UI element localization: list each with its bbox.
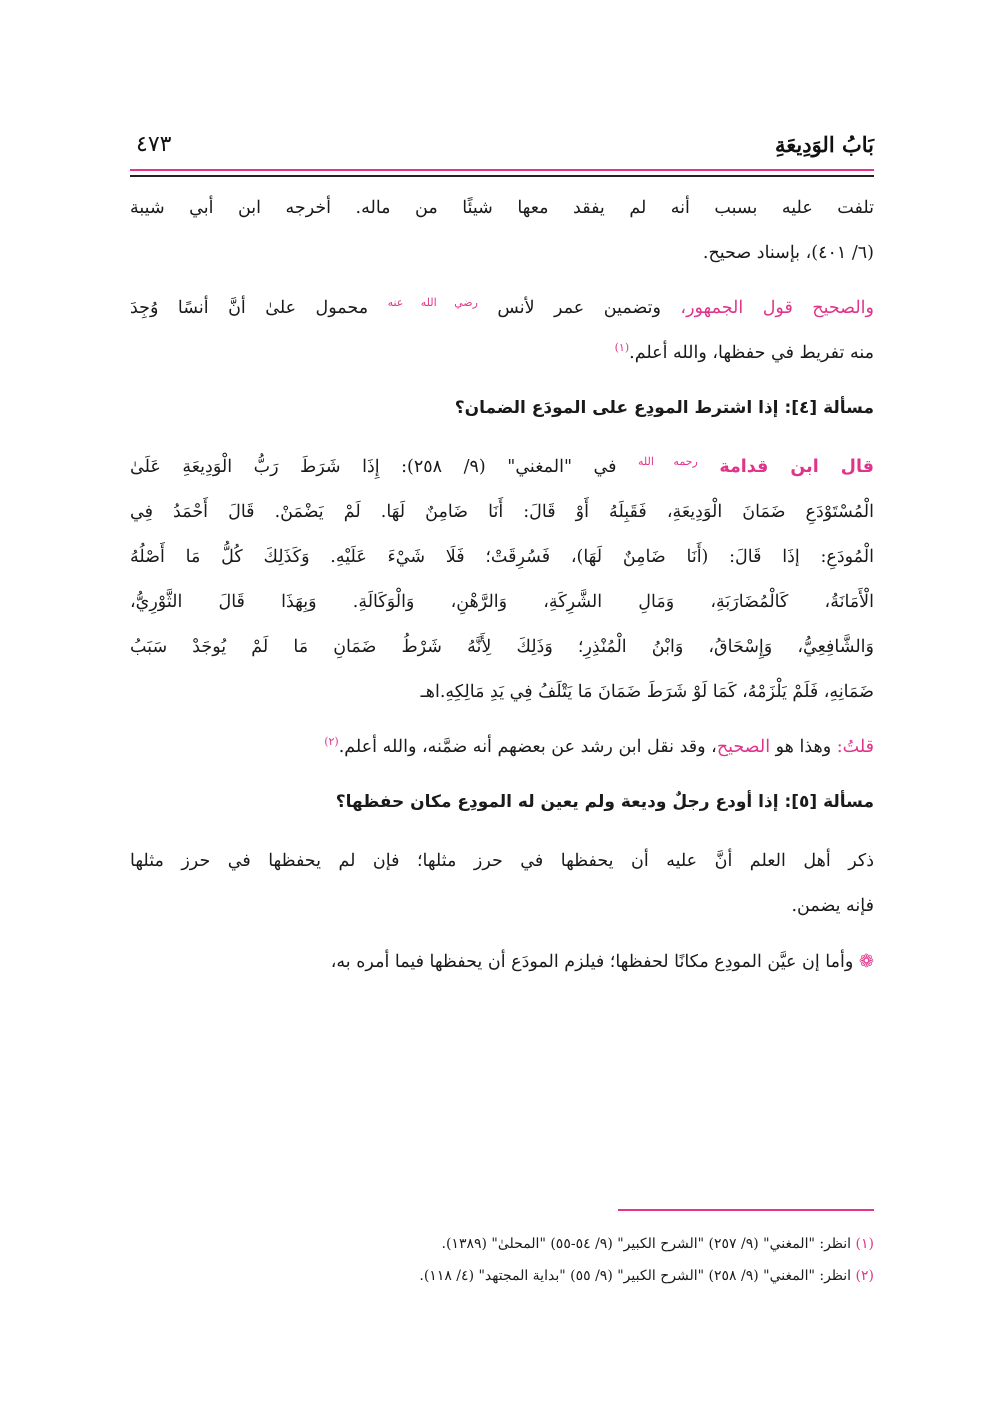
issue-question: إذا أودع رجلٌ وديعة ولم يعين له المودِع مكان حفظها؟ [335,792,785,812]
paragraph-safekeeping [130,839,874,929]
footnote-text: انظر: "المغني" (٩/ ٢٥٨) "الشرح الكبير" (٩/ ٥٥) "بداية المجتهد" (٤/ ١١٨). [419,1268,856,1284]
highlight-text: والصحيح قول الجمهور، [680,298,874,318]
paragraph-majority-view [130,286,874,376]
issue-heading-5 [130,780,874,825]
text-span: وهذا هو [770,737,837,757]
highlight-text: الصحيح [716,737,771,757]
footnote-ref: (٢) [324,735,339,749]
text-span: منه تفريط في حفظها، والله أعلم. [629,343,874,363]
footnote-marker: (٢) [855,1268,874,1284]
footnote-marker: (١) [855,1236,874,1252]
header-rule-pink [130,169,874,171]
text-line: الْمُودَعِ: إذَا قَالَ: (أَنَا ضَامِنٌ لَهَا)، فَسُرِقَتْ؛ فَلَا شَيْءَ عَلَيْهِ. وَكَذَلِكَ كُلُّ مَا أَصْلُهُ [130,547,874,567]
flower-bullet-icon: ❁ [858,951,874,972]
text-line: وَالشَّافِعِيُّ، وَإِسْحَاقُ، وَابْنُ الْمُنْذِرِ؛ وَذَلِكَ لِأَنَّهُ شَرْطُ ضَمَانِ مَا لَمْ يُوجَدْ سَبَبُ [130,637,874,657]
text-line: (٦/ ٤٠١)، بإسناد صحيح. [702,243,874,263]
text-span: في "المغني" (٩/ ٢٥٨): إِذَا شَرَطَ رَبُّ الْوَدِيعَةِ عَلَىٰ [130,457,639,477]
text-line: تلفت عليه بسبب أنه لم يفقد معها شيئًا من ماله. أخرجه ابن أبي شيبة [130,198,874,218]
text-line: ذكر أهل العلم أنَّ عليه أن يحفظها في حرز مثلها؛ فإن لم يحفظها في حرز مثلها [130,851,874,871]
header-rule-dark [130,175,874,177]
paragraph-specified-place [130,939,874,984]
speaker-name: قال ابن قدامة [719,457,874,477]
issue-heading-4 [130,386,874,431]
page-header [130,128,874,168]
issue-label: مسألة [٥]: [784,792,874,812]
text-span: وتضمين عمر لأنس [497,298,681,318]
page-body [130,186,874,984]
footnote-ref: (١) [614,341,630,355]
text-line: الْأَمَانَةُ، كَالْمُضَارَبَةِ، وَمَالِ الشَّرِكَةِ، وَالرَّهْنِ، وَالْوَكَالَةِ. وَبِهَذَا قَالَ الثَّوْرِيُّ، [130,592,874,612]
text-span: وأما إن عيَّن المودِع مكانًا لحفظها؛ فيلزم المودَع أن يحفظها فيما أمره به، [330,952,859,972]
footnote-2 [130,1260,874,1292]
text-line: الْمُسْتَوْدَعِ ضَمَانَ الْوَدِيعَةِ، فَقَبِلَهُ أَوْ قَالَ: أَنَا ضَامِنٌ لَهَا. لَمْ يَضْمَنْ. قَالَ أَحْمَدُ فِي [130,502,874,522]
footnote-separator [618,1209,874,1211]
honorific-glyph: رضي الله عنه [387,296,478,310]
author-note [130,725,874,770]
text-line [130,331,874,376]
text-line: ضَمَانِهِ، فَلَمْ يَلْزَمْهُ، كَمَا لَوْ شَرَطَ ضَمَانَ مَا يَتْلَفُ فِي يَدِ مَالِكِهِ.اهـ [420,682,874,702]
footnotes [130,1228,874,1292]
footnote-1 [130,1228,874,1260]
honorific-glyph: رحمه الله [638,455,698,469]
paragraph-continuation [130,186,874,276]
text-line: فإنه يضمن. [791,896,874,916]
text-line [130,445,874,490]
text-span: ، وقد نقل ابن رشد عن بعضهم أنه ضمَّنه، والله أعلم. [338,737,717,757]
page-number: ٤٧٣ [136,132,172,157]
issue-label: مسألة [٤]: [784,398,874,418]
footnote-text: انظر: "المغني" (٩/ ٢٥٧) "الشرح الكبير" (٩/ ٥٤-٥٥) "المحلىٰ" (١٣٨٩). [441,1236,856,1252]
text-line [130,286,874,331]
text-span: محمول علىٰ أنَّ أنسًا وُجِدَ [130,298,388,318]
issue-question: إذا اشترط المودِع على المودَع الضمان؟ [454,398,785,418]
chapter-title: بَابُ الوَدِيعَةِ [775,132,874,157]
note-label: قلتُ: [836,737,874,757]
quote-ibn-qudama [130,445,874,715]
